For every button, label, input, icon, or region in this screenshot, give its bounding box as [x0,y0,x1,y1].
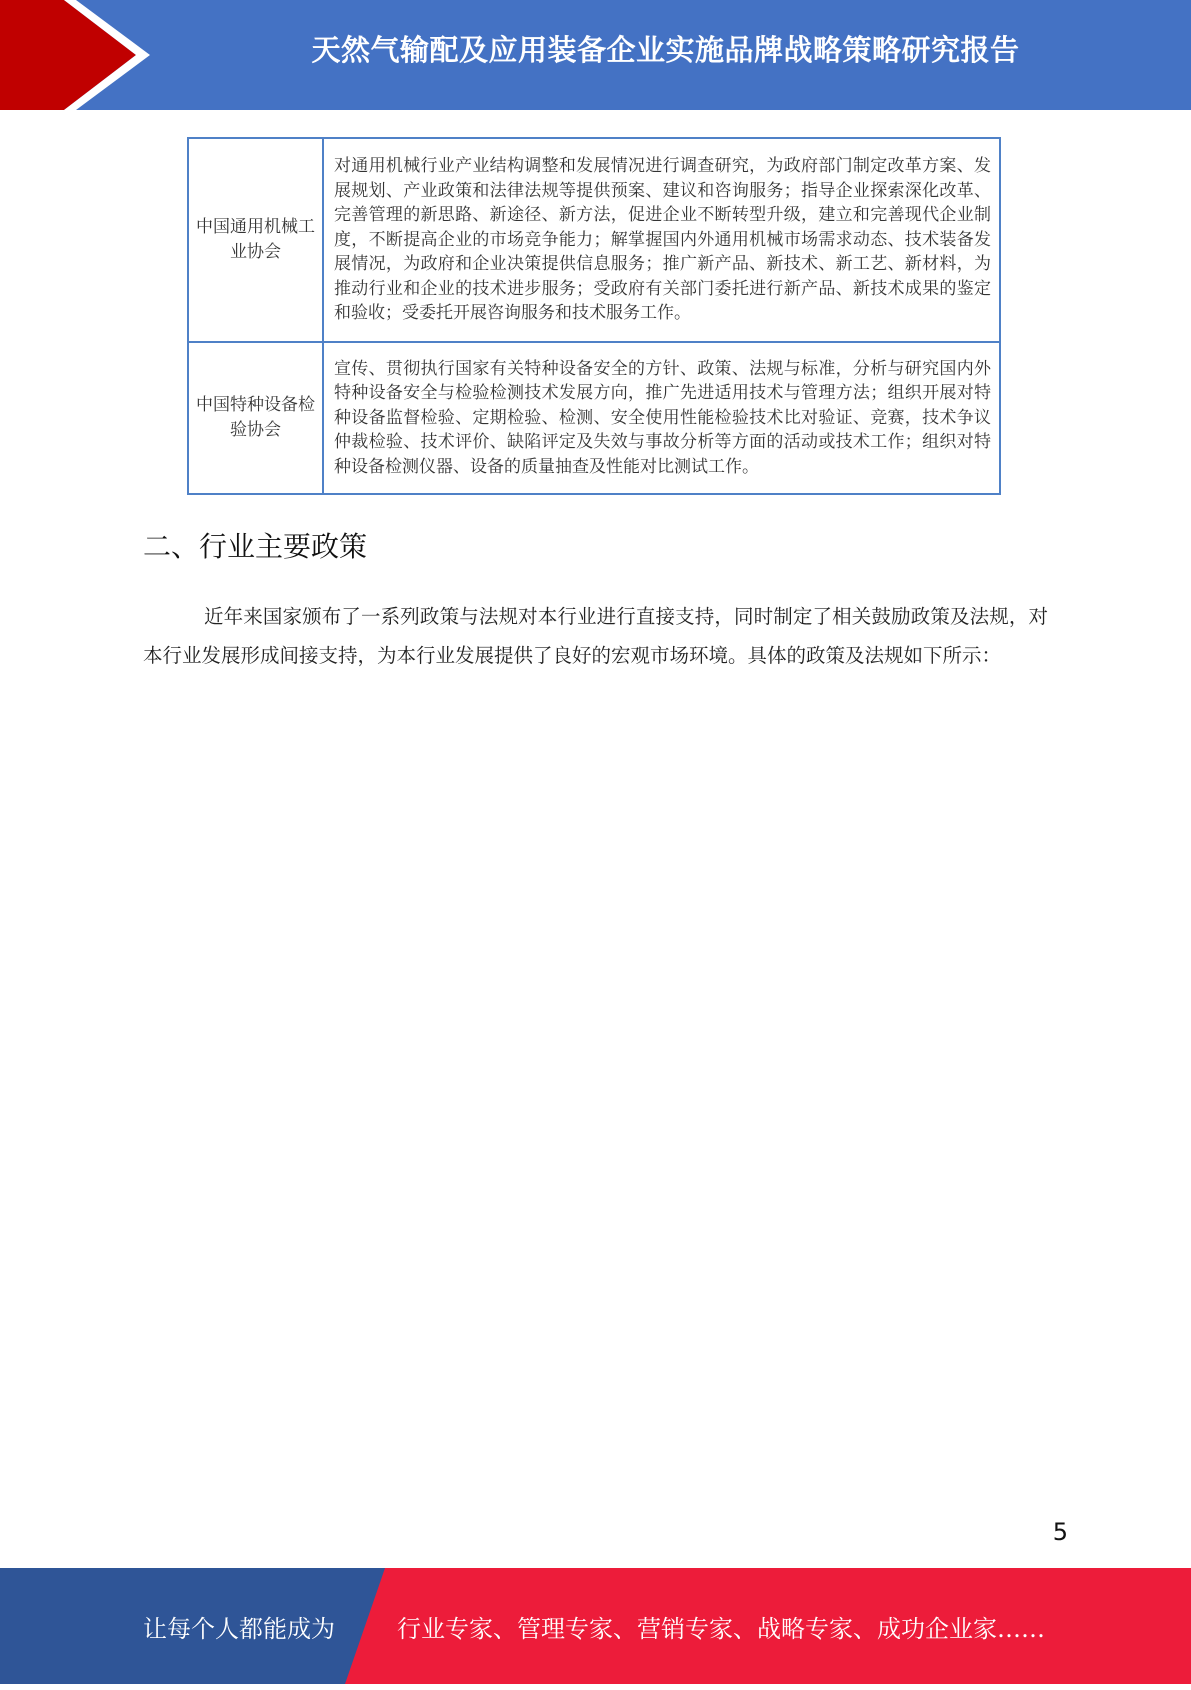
table-row [188,138,1000,342]
association-description: 宣传、贯彻执行国家有关特种设备安全的方针、政策、法规与标准，分析与研究国内外特种设备安全与检验检测技术发展方向，推广先进适用技术与管理方法；组织开展对特种设备监督检验、定期检验、检测、安全使用性能检验技术比对验证、竞赛，技术争议仲裁检验、技术评价、缺陷评定及失效与事故分析等方面的活动或技术工作；组织对特种设备检测仪器、设备的质量抽查及性能对比测试工作。 [334,358,991,477]
red-chevron-icon [0,0,160,110]
footer-slogan-left: 让每个人都能成为 [143,1615,335,1643]
association-description-cell [323,138,1000,342]
body-paragraph: 近年来国家颁布了一系列政策与法规对本行业进行直接支持，同时制定了相关鼓励政策及法规，对本行业发展形成间接支持，为本行业发展提供了良好的宏观市场环境。具体的政策及法规如下所示： [143,605,1048,667]
association-name: 中国特种设备检验协会 [196,395,315,440]
footer-banner [0,1568,1191,1684]
association-description-cell [323,342,1000,494]
footer-slogan-right: 行业专家、管理专家、营销专家、战略专家、成功企业家…… [397,1615,1045,1643]
association-description: 对通用机械行业产业结构调整和发展情况进行调查研究，为政府部门制定改革方案、发展规划、产业政策和法律法规等提供预案、建议和咨询服务；指导企业探索深化改革、完善管理的新思路、新途径、新方法，促进企业不断转型升级，建立和完善现代企业制度，不断提高企业的市场竞争能力；解掌握国内外通用机械市场需求动态、技术装备发展情况，为政府和企业决策提供信息服务；推广新产品、新技术、新工艺、新材料，为推动行业和企业的技术进步服务；受政府有关部门委托进行新产品、新技术成果的鉴定和验收；受委托开展咨询服务和技术服务工作。 [334,156,991,324]
association-name-cell [188,342,323,494]
association-name: 中国通用机械工业协会 [196,217,315,262]
header-banner [0,0,1191,110]
association-name-cell [188,138,323,342]
association-table [187,137,1001,495]
report-title: 天然气输配及应用装备企业实施品牌战略策略研究报告 [311,33,1020,67]
page-number: 5 [1052,1518,1068,1546]
section-heading: 二、行业主要政策 [143,530,368,563]
table-row [188,342,1000,494]
